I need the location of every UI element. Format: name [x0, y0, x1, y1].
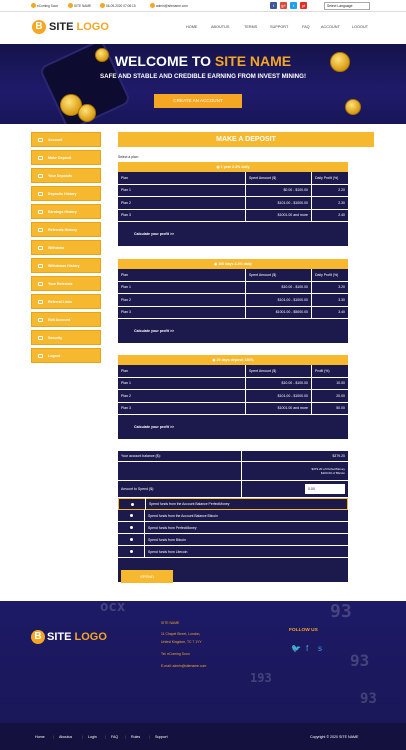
- table-row: Plan 2 $101.00 - $1000.00 20.00: [118, 390, 348, 403]
- facebook-icon[interactable]: f: [270, 2, 277, 9]
- nav-faq[interactable]: FAQ: [302, 25, 310, 29]
- footer-link-rules[interactable]: Rules: [131, 735, 141, 739]
- sidebar-item-security[interactable]: Security: [31, 330, 101, 345]
- topbar-email[interactable]: admin@sitename.com: [150, 3, 188, 8]
- nav-aboutus[interactable]: ABOUTUS: [211, 25, 230, 29]
- footer-logo-coin-icon[interactable]: B: [31, 630, 45, 644]
- radio-button[interactable]: [118, 510, 145, 522]
- list-icon: [38, 264, 43, 268]
- sidebar-item-account[interactable]: Account: [31, 132, 101, 147]
- nav-terms[interactable]: TERMS: [244, 25, 258, 29]
- table-row: Plan 3 $1001.00 and more 2.40: [118, 210, 348, 223]
- table-row: Plan 3 $1001.00 - $5000.00 3.40: [118, 307, 348, 320]
- radio-button[interactable]: [118, 546, 145, 558]
- home-icon: [68, 3, 73, 8]
- sidebar-item-referral-links[interactable]: Referral Links: [31, 294, 101, 309]
- sidebar-item-withdraw[interactable]: Withdraw: [31, 240, 101, 255]
- radio-button[interactable]: [118, 534, 145, 546]
- logo-coin-icon[interactable]: B: [32, 20, 46, 34]
- page-title: MAKE A DEPOSIT: [118, 132, 374, 147]
- calculate-profit-link[interactable]: Calculate your profit >>: [134, 232, 175, 236]
- plan-table: [118, 162, 348, 246]
- table-row: Plan 1 $10.00 - $100.00 10.00: [118, 378, 348, 391]
- select-plan-label: Select a plan:: [118, 155, 139, 159]
- radio-button[interactable]: [119, 498, 146, 510]
- topbar-date: 06-09-2020 07:06:15: [100, 3, 136, 8]
- topbar-phone: eComing Soon: [31, 3, 58, 8]
- table-row: Plan 3 $1001.00 and more 50.00: [118, 403, 348, 416]
- topbar-sitename: SITE NAME: [68, 3, 91, 8]
- gold-coin-image: [345, 99, 361, 115]
- payment-option[interactable]: Spend funds from the Account Balance PerfectMoney: [118, 498, 348, 510]
- create-account-button[interactable]: CREATE AN ACCOUNT: [154, 94, 242, 108]
- balance-row: Your account balance ($): $379.20: [118, 451, 348, 462]
- user-icon: [38, 138, 43, 142]
- footer-link-faq[interactable]: FAQ: [111, 735, 119, 739]
- sidebar-item-edit-account[interactable]: Edit Account: [31, 312, 101, 327]
- twitter-icon[interactable]: 🐦: [291, 644, 301, 653]
- footer-link-login[interactable]: Login: [88, 735, 97, 739]
- site-logo[interactable]: SITE LOGO: [49, 21, 109, 33]
- payment-option[interactable]: Spend funds from Litecoin: [118, 546, 348, 558]
- language-select[interactable]: Select Language: [324, 2, 370, 10]
- facebook-icon[interactable]: f: [306, 644, 309, 653]
- footer: 93 ocx 93 193 93: [0, 601, 406, 723]
- amount-row: Amount to Spend ($): 0.00: [118, 481, 348, 498]
- gold-coin-image: [78, 104, 96, 122]
- footer-address-line: United Kingdom, TC 7 1YY: [161, 640, 202, 644]
- plan-table: [118, 259, 348, 343]
- nav-home[interactable]: HOME: [186, 25, 198, 29]
- referrals-icon: [38, 228, 43, 232]
- table-header-row: Plan Spent Amount ($) Daily Profit (%): [118, 172, 348, 185]
- sidebar-item-logout[interactable]: Logout: [31, 348, 101, 363]
- wallet-icon: [38, 174, 43, 178]
- footer-link-aboutus[interactable]: Aboutus: [59, 735, 73, 739]
- chart-icon: [38, 210, 43, 214]
- nav-logout[interactable]: LOGOUT: [352, 25, 369, 29]
- sidebar-item-referrals-history[interactable]: Referrals History: [31, 222, 101, 237]
- calculate-profit-link[interactable]: Calculate your profit >>: [134, 329, 175, 333]
- clock-icon: [100, 3, 105, 8]
- balance-details-row: $379.20 of PerfectMoney $100.00 of Bitcoin: [118, 462, 348, 481]
- hero-subtitle: SAFE AND STABLE AND CREDIBLE EARNING FROM INVEST MINING!: [99, 73, 307, 80]
- sidebar-item-deposits-history[interactable]: Deposits History: [31, 186, 101, 201]
- mail-icon: [150, 3, 155, 8]
- users-icon: [38, 282, 43, 286]
- deposit-icon: [38, 156, 43, 160]
- table-header-row: Plan Spent Amount ($) Profit (%): [118, 365, 348, 378]
- follow-us-heading: FOLLOW US: [289, 628, 318, 633]
- plan-radio-header[interactable]: ◉ 100 days 3.4% daily: [118, 259, 348, 269]
- plan-radio-header[interactable]: ◉ 1 year 2.4% daily: [118, 162, 348, 172]
- sidebar-item-your-referrals[interactable]: Your Referrals: [31, 276, 101, 291]
- table-row: Plan 2 $101.00 - $1000.00 3.30: [118, 294, 348, 307]
- table-row: Plan 2 $101.00 - $1000.00 2.30: [118, 197, 348, 210]
- payment-option[interactable]: Spend funds from Bitcoin: [118, 534, 348, 546]
- history-icon: [38, 192, 43, 196]
- twitter-icon[interactable]: t: [290, 2, 297, 9]
- sidebar-item-make-deposit[interactable]: Make Deposit: [31, 150, 101, 165]
- logout-icon: [38, 354, 43, 358]
- phone-icon: [31, 3, 36, 8]
- nav-support[interactable]: SUPPORT: [270, 25, 289, 29]
- edit-icon: [38, 318, 43, 322]
- youtube-icon[interactable]: yt: [301, 3, 306, 8]
- withdraw-icon: [38, 246, 43, 250]
- copyright: Copyright © 2020 SITE NAME: [310, 735, 359, 739]
- amount-input[interactable]: 0.00: [305, 484, 345, 494]
- footer-link-support[interactable]: Support: [155, 735, 168, 739]
- payment-option[interactable]: Spend funds from PerfectMoney: [118, 522, 348, 534]
- table-row: Plan 1 $0.00 - $100.00 2.20: [118, 185, 348, 198]
- deposit-form: [118, 451, 348, 582]
- spend-button[interactable]: SPEND: [121, 570, 173, 583]
- nav-account[interactable]: ACCOUNT: [321, 25, 340, 29]
- footer-site-name: SITE NAME: [161, 621, 180, 625]
- sidebar-item-earnings-history[interactable]: Earnings History: [31, 204, 101, 219]
- google-plus-icon[interactable]: g+: [281, 3, 286, 8]
- payment-option[interactable]: Spend funds from the Account Balance Bitcoin: [118, 510, 348, 522]
- skype-icon[interactable]: s: [318, 644, 322, 653]
- footer-email[interactable]: E-mail: admin@sitename.com: [161, 664, 207, 668]
- footer-phone: Tel: eComing Soon: [161, 652, 190, 656]
- sidebar-item-withdraws-history[interactable]: Withdraws History: [31, 258, 101, 273]
- top-bar: [0, 0, 406, 12]
- footer-address-line: 11 Chapel Street, London,: [161, 632, 201, 636]
- shield-icon: [38, 336, 43, 340]
- table-row: Plan 1 $10.00 - $100.00 3.20: [118, 282, 348, 295]
- plan-table: [118, 355, 348, 439]
- link-icon: [38, 300, 43, 304]
- footer-link-home[interactable]: Home: [35, 735, 45, 739]
- table-header-row: Plan Spent Amount ($) Daily Profit (%): [118, 269, 348, 282]
- sidebar-item-your-deposits[interactable]: Your Deposits: [31, 168, 101, 183]
- radio-button[interactable]: [118, 522, 145, 534]
- calculate-profit-link[interactable]: Calculate your profit >>: [134, 425, 175, 429]
- footer-logo[interactable]: SITE LOGO: [47, 631, 107, 643]
- hero-title: WELCOME TO SITE NAME: [114, 53, 292, 69]
- plan-radio-header[interactable]: ◉ 20 days deposit 150%: [118, 355, 348, 365]
